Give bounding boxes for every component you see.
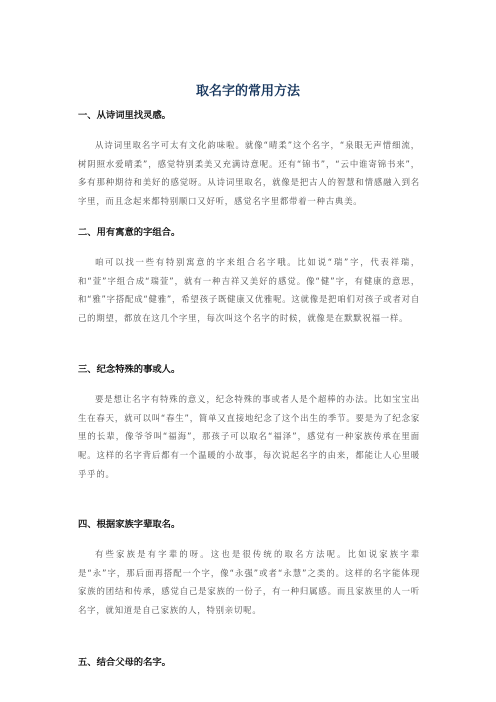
section-heading: 四、根据家族字辈取名。	[78, 519, 181, 530]
section-paragraph: 有些家族是有字辈的呀。这也是很传统的取名方法呢。比如说家族字辈是“永”字，那后面再搭配一个字，像“永强”或者“永慧”之类的。这样的名字能体现家族的团结和传承，感觉自己是家族的一份子，有一种归属感。而且家族里的人一听名字，就知道是自己家族的人，特别亲切呢。	[78, 549, 420, 616]
section-heading: 三、纪念特殊的事或人。	[78, 364, 181, 375]
section-generation-name	[78, 519, 420, 620]
section-commemorate	[78, 364, 420, 484]
section-heading: 五、结合父母的名字。	[78, 657, 171, 668]
section-poetry	[78, 110, 420, 211]
section-parents-names	[78, 657, 420, 669]
section-paragraph: 要是想让名字有特殊的意义，纪念特殊的事或者人是个超棒的办法。比如宝宝出生在春天，就可以叫“春生”，简单又直接地纪念了这个出生的季节。要是为了纪念家里的长辈，像爷爷叫“福海”，那孩子可以取名“福泽”，感觉有一种家族传承在里面呢。这样的名字背后都有一个温暖的小故事，每次说起名字的由来，都能让人心里暖乎乎的。	[78, 394, 420, 479]
section-heading: 一、从诗词里找灵感。	[78, 110, 171, 121]
section-heading: 二、用有寓意的字组合。	[78, 227, 181, 238]
section-meaningful-characters	[78, 227, 420, 328]
page-title: 取名字的常用方法	[195, 84, 300, 99]
section-paragraph: 咱可以找一些有特别寓意的字来组合名字哦。比如说“瑞”字，代表祥瑞，和“萱”字组合成“瑞萱”，就有一种吉祥又美好的感觉。像“健”字，有健康的意思，和“雅”字搭配成“健雅”，希望孩子既健康又优雅呢。这就像是把咱们对孩子或者对自己的期望，都放在这几个字里，每次叫这个名字的时候，就像是在默默祝福一样。	[78, 257, 420, 324]
section-paragraph: 从诗词里取名字可太有文化韵味啦。就像“晴柔”这个名字，“泉眼无声惜细流，树阴照水爱晴柔”，感觉特别柔美又充满诗意呢。还有“锦书”，“云中谁寄锦书来”，多有那种期待和美好的感觉呀。从诗词里取名，就像是把古人的智慧和情感融入到名字里，而且念起来都特别顺口又好听，感觉名字里都带着一种古典美。	[78, 140, 420, 207]
